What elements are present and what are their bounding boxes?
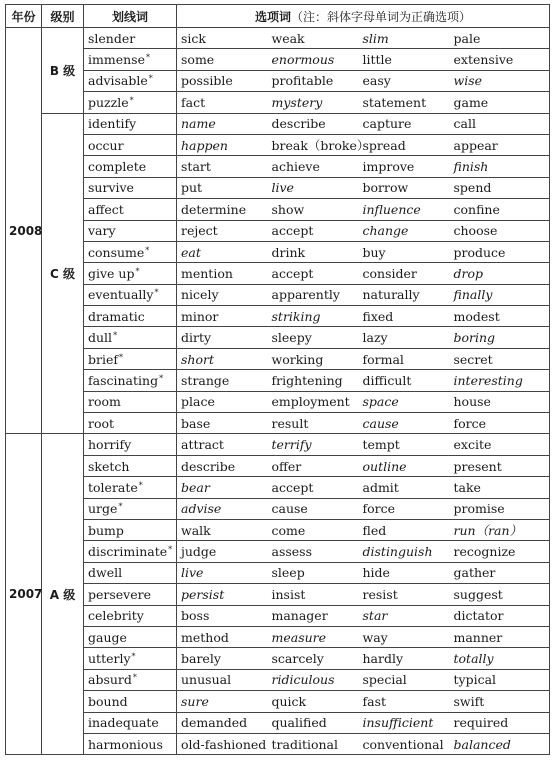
option: put (177, 177, 268, 198)
underlined-word: inadequate (88, 715, 159, 731)
table-row (6, 348, 550, 369)
underlined-word-cell (84, 284, 177, 305)
underlined-word-cell (84, 455, 177, 476)
option: quick (268, 691, 359, 712)
option: dictator (450, 605, 550, 626)
correct-option: mystery (268, 92, 359, 113)
underlined-word: absurd (88, 672, 132, 688)
underlined-word: eventually (88, 287, 154, 303)
option: drink (268, 241, 359, 262)
level-cell: C 级 (42, 113, 84, 434)
option: judge (177, 541, 268, 562)
option: fled (359, 519, 450, 540)
table-row (6, 370, 550, 391)
header-options (177, 5, 550, 28)
correct-option: slim (359, 28, 450, 49)
option: produce (450, 241, 550, 262)
option: strange (177, 370, 268, 391)
option: barely (177, 648, 268, 669)
star-mark: * (138, 480, 143, 490)
table-row (6, 306, 550, 327)
option: easy (359, 70, 450, 91)
underlined-word-cell (84, 370, 177, 391)
header-word: 划线词 (84, 5, 177, 28)
option: recognize (450, 541, 550, 562)
correct-option: boring (450, 327, 550, 348)
correct-option: striking (268, 306, 359, 327)
underlined-word-cell (84, 70, 177, 91)
table-row (6, 284, 550, 305)
option: excite (450, 434, 550, 455)
table-row (6, 70, 550, 91)
option: special (359, 669, 450, 690)
option: sleepy (268, 327, 359, 348)
correct-option: run（ran） (450, 519, 550, 540)
underlined-word: affect (88, 201, 124, 217)
star-mark: * (145, 245, 150, 255)
option: difficult (359, 370, 450, 391)
option: offer (268, 455, 359, 476)
star-mark: * (113, 331, 118, 341)
option: walk (177, 519, 268, 540)
option: weak (268, 28, 359, 49)
star-mark: * (159, 373, 164, 383)
underlined-word-cell (84, 605, 177, 626)
option: pale (450, 28, 550, 49)
underlined-word-cell (84, 434, 177, 455)
table-row (6, 626, 550, 647)
option: manner (450, 626, 550, 647)
table-row (6, 113, 550, 134)
option: game (450, 92, 550, 113)
table-row (6, 199, 550, 220)
underlined-word-cell (84, 712, 177, 733)
underlined-word: brief (88, 351, 118, 367)
header-row (6, 5, 550, 28)
option: achieve (268, 156, 359, 177)
correct-option: balanced (450, 733, 550, 754)
option: boss (177, 605, 268, 626)
option: apparently (268, 284, 359, 305)
star-mark: * (132, 673, 137, 683)
table-row (6, 263, 550, 284)
underlined-word-cell (84, 348, 177, 369)
underlined-word-cell (84, 156, 177, 177)
underlined-word-cell (84, 669, 177, 690)
option: fixed (359, 306, 450, 327)
table-row (6, 241, 550, 262)
table-row (6, 177, 550, 198)
option: profitable (268, 70, 359, 91)
option: gather (450, 562, 550, 583)
table-row (6, 413, 550, 434)
option: qualified (268, 712, 359, 733)
star-mark: * (145, 53, 150, 63)
underlined-word: consume (88, 244, 145, 260)
correct-option: live (268, 177, 359, 198)
underlined-word-cell (84, 691, 177, 712)
option: assess (268, 541, 359, 562)
option: determine (177, 199, 268, 220)
option: choose (450, 220, 550, 241)
option: suggest (450, 584, 550, 605)
option: statement (359, 92, 450, 113)
option: house (450, 391, 550, 412)
option: take (450, 477, 550, 498)
underlined-word: room (88, 394, 121, 410)
star-mark: * (148, 74, 153, 84)
correct-option: finally (450, 284, 550, 305)
correct-option: outline (359, 455, 450, 476)
option: required (450, 712, 550, 733)
option: describe (268, 113, 359, 134)
underlined-word: utterly (88, 651, 131, 667)
option: conventional (359, 733, 450, 754)
correct-option: distinguish (359, 541, 450, 562)
option: employment (268, 391, 359, 412)
underlined-word-cell (84, 648, 177, 669)
underlined-word: identify (88, 116, 137, 132)
option: admit (359, 477, 450, 498)
option: modest (450, 306, 550, 327)
correct-option: short (177, 348, 268, 369)
correct-option: sure (177, 691, 268, 712)
option: sleep (268, 562, 359, 583)
table-row (6, 134, 550, 155)
option: insist (268, 584, 359, 605)
underlined-word-cell (84, 113, 177, 134)
correct-option: happen (177, 134, 268, 155)
correct-option: finish (450, 156, 550, 177)
underlined-word: puzzle (88, 94, 129, 110)
option: possible (177, 70, 268, 91)
option: resist (359, 584, 450, 605)
option: promise (450, 498, 550, 519)
underlined-word-cell (84, 49, 177, 70)
underlined-word: horrify (88, 437, 132, 453)
vocab-table (5, 4, 550, 755)
underlined-word: give up (88, 265, 135, 281)
option: cause (268, 498, 359, 519)
underlined-word: discriminate (88, 544, 168, 560)
option: confine (450, 199, 550, 220)
option: come (268, 519, 359, 540)
option: show (268, 199, 359, 220)
header-level: 级别 (42, 5, 84, 28)
correct-option: drop (450, 263, 550, 284)
star-mark: * (154, 288, 159, 298)
correct-option: enormous (268, 49, 359, 70)
table-row (6, 605, 550, 626)
correct-option: live (177, 562, 268, 583)
correct-option: influence (359, 199, 450, 220)
option: call (450, 113, 550, 134)
table-row (6, 584, 550, 605)
underlined-word: persevere (88, 586, 152, 602)
option: appear (450, 134, 550, 155)
option: some (177, 49, 268, 70)
option: formal (359, 348, 450, 369)
underlined-word-cell (84, 477, 177, 498)
option: base (177, 413, 268, 434)
star-mark: * (168, 545, 173, 555)
correct-option: space (359, 391, 450, 412)
option: accept (268, 263, 359, 284)
header-options-note: （注：斜体字母单词为正确选项） (291, 9, 472, 24)
table-row (6, 434, 550, 455)
star-mark: * (129, 95, 134, 105)
table-row (6, 691, 550, 712)
underlined-word-cell (84, 241, 177, 262)
option: present (450, 455, 550, 476)
correct-option: name (177, 113, 268, 134)
correct-option: insufficient (359, 712, 450, 733)
star-mark: * (131, 652, 136, 662)
table-row (6, 669, 550, 690)
option: accept (268, 477, 359, 498)
header-options-title: 选项词 (255, 9, 292, 24)
underlined-word: celebrity (88, 608, 144, 624)
table-row (6, 648, 550, 669)
table-row (6, 562, 550, 583)
option: method (177, 626, 268, 647)
underlined-word: slender (88, 30, 136, 46)
underlined-word: complete (88, 159, 147, 175)
option: scarcely (268, 648, 359, 669)
option: extensive (450, 49, 550, 70)
underlined-word-cell (84, 584, 177, 605)
correct-option: terrify (268, 434, 359, 455)
table-row (6, 733, 550, 754)
underlined-word: advisable (88, 73, 148, 89)
underlined-word-cell (84, 134, 177, 155)
underlined-word: dull (88, 330, 113, 346)
option: spread (359, 134, 450, 155)
option: nicely (177, 284, 268, 305)
underlined-word: root (88, 415, 115, 431)
option: traditional (268, 733, 359, 754)
option: way (359, 626, 450, 647)
option: working (268, 348, 359, 369)
table-row (6, 28, 550, 49)
underlined-word: vary (88, 223, 116, 239)
option: typical (450, 669, 550, 690)
star-mark: * (135, 266, 140, 276)
underlined-word-cell (84, 28, 177, 49)
underlined-word: harmonious (88, 736, 163, 752)
option: tempt (359, 434, 450, 455)
option: borrow (359, 177, 450, 198)
option: describe (177, 455, 268, 476)
star-mark: * (119, 352, 123, 362)
option: start (177, 156, 268, 177)
header-year: 年份 (6, 5, 42, 28)
option: accept (268, 220, 359, 241)
correct-option: measure (268, 626, 359, 647)
table-row (6, 455, 550, 476)
option: fast (359, 691, 450, 712)
underlined-word-cell (84, 562, 177, 583)
correct-option: change (359, 220, 450, 241)
underlined-word-cell (84, 391, 177, 412)
underlined-word: urge (88, 501, 118, 517)
underlined-word: occur (88, 137, 124, 153)
option: spend (450, 177, 550, 198)
option: manager (268, 605, 359, 626)
option: minor (177, 306, 268, 327)
option: sick (177, 28, 268, 49)
underlined-word-cell (84, 220, 177, 241)
option: result (268, 413, 359, 434)
year-cell: 2008 (6, 28, 42, 434)
table-row (6, 541, 550, 562)
level-cell: A 级 (42, 434, 84, 755)
correct-option: advise (177, 498, 268, 519)
correct-option: ridiculous (268, 669, 359, 690)
option: dirty (177, 327, 268, 348)
underlined-word: tolerate (88, 479, 138, 495)
underlined-word: dramatic (88, 308, 145, 324)
underlined-word-cell (84, 199, 177, 220)
option: consider (359, 263, 450, 284)
option: demanded (177, 712, 268, 733)
option: attract (177, 434, 268, 455)
underlined-word: survive (88, 180, 134, 196)
option: fact (177, 92, 268, 113)
correct-option: wise (450, 70, 550, 91)
option: unusual (177, 669, 268, 690)
table-row (6, 498, 550, 519)
underlined-word: dwell (88, 565, 123, 581)
table-row (6, 519, 550, 540)
underlined-word-cell (84, 733, 177, 754)
underlined-word-cell (84, 413, 177, 434)
underlined-word: fascinating (88, 372, 159, 388)
underlined-word: sketch (88, 458, 130, 474)
option: place (177, 391, 268, 412)
table-row (6, 92, 550, 113)
underlined-word: immense (88, 52, 145, 68)
underlined-word: gauge (88, 629, 127, 645)
option: break（broke） (268, 134, 359, 155)
correct-option: star (359, 605, 450, 626)
underlined-word-cell (84, 92, 177, 113)
option: hide (359, 562, 450, 583)
table-row (6, 477, 550, 498)
underlined-word: bump (88, 522, 124, 538)
option: frightening (268, 370, 359, 391)
option: force (359, 498, 450, 519)
table-row (6, 327, 550, 348)
level-cell: B 级 (42, 28, 84, 114)
option: hardly (359, 648, 450, 669)
option: buy (359, 241, 450, 262)
underlined-word-cell (84, 519, 177, 540)
year-cell: 2007 (6, 434, 42, 755)
option: old-fashioned (177, 733, 268, 754)
table-body (6, 28, 550, 755)
underlined-word-cell (84, 626, 177, 647)
option: mention (177, 263, 268, 284)
underlined-word-cell (84, 498, 177, 519)
option: swift (450, 691, 550, 712)
table-row (6, 156, 550, 177)
option: force (450, 413, 550, 434)
option: lazy (359, 327, 450, 348)
table-row (6, 712, 550, 733)
underlined-word-cell (84, 263, 177, 284)
option: little (359, 49, 450, 70)
option: improve (359, 156, 450, 177)
star-mark: * (118, 502, 123, 512)
correct-option: bear (177, 477, 268, 498)
underlined-word-cell (84, 306, 177, 327)
correct-option: persist (177, 584, 268, 605)
option: capture (359, 113, 450, 134)
table-row (6, 220, 550, 241)
correct-option: eat (177, 241, 268, 262)
correct-option: totally (450, 648, 550, 669)
underlined-word: bound (88, 693, 128, 709)
option: naturally (359, 284, 450, 305)
underlined-word-cell (84, 177, 177, 198)
table-row (6, 391, 550, 412)
underlined-word-cell (84, 327, 177, 348)
option: reject (177, 220, 268, 241)
table-row (6, 49, 550, 70)
correct-option: cause (359, 413, 450, 434)
correct-option: interesting (450, 370, 550, 391)
underlined-word-cell (84, 541, 177, 562)
option: secret (450, 348, 550, 369)
